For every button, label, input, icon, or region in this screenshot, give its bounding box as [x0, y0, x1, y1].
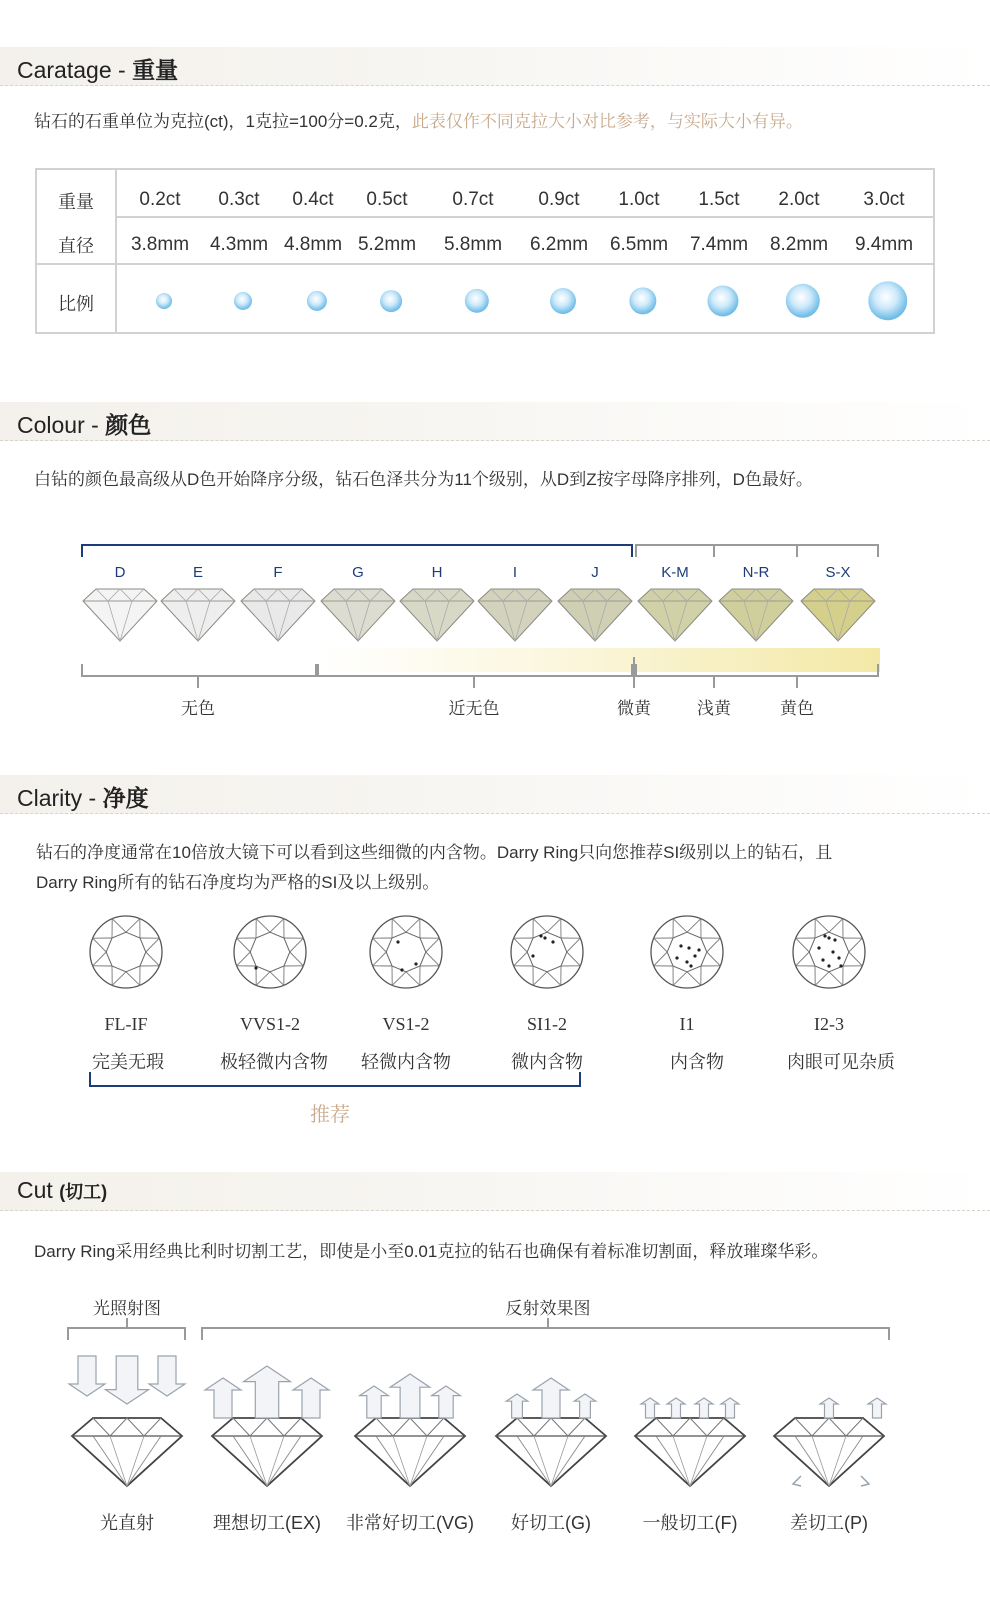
- diameter-cell: 4.8mm: [283, 234, 343, 255]
- light-arrow-icon: [868, 1398, 886, 1418]
- cut-group-reflect: 反射效果图: [505, 1299, 591, 1318]
- row-label-ratio: 比例: [58, 294, 94, 314]
- colour-grade-letter: G: [352, 564, 364, 581]
- recommend-label: 推荐: [310, 1104, 350, 1126]
- clarity-grade-desc: 微内含物: [511, 1052, 583, 1072]
- row-label-diameter: 直径: [58, 236, 94, 256]
- cut-title: Cut (切工): [17, 1177, 108, 1203]
- light-arrow-icon: [244, 1366, 291, 1418]
- light-arrow-icon: [506, 1394, 528, 1418]
- clarity-grade-name: I1: [679, 1014, 695, 1034]
- diameter-cell: 9.4mm: [854, 234, 914, 255]
- leak-arrow-icon: [861, 1476, 869, 1486]
- clarity-grade-desc: 肉眼可见杂质: [787, 1052, 895, 1072]
- weight-cell: 1.5ct: [698, 189, 740, 210]
- cut-description: Darry Ring采用经典比利时切割工艺，即使是小至0.01克拉的钻石也确保有着标准切割面，释放璀璨华彩。: [34, 1242, 829, 1261]
- clarity-description-line2: Darry Ring所有的钻石净度均为严格的SI及以上级别。: [36, 873, 440, 892]
- colour-grade-letter: S-X: [825, 564, 851, 581]
- diameter-cell: 5.2mm: [357, 234, 417, 255]
- clarity-grade-name: I2-3: [814, 1014, 844, 1034]
- caratage-description: 钻石的石重单位为克拉(ct)，1克拉=100分=0.2克，此表仅作不同克拉大小对比参考，与实际大小有异。: [34, 112, 803, 131]
- caratage-title: Caratage - 重量: [17, 57, 179, 83]
- cut-grade-label: 光直射: [100, 1513, 154, 1533]
- clarity-description-line1: 钻石的净度通常在10倍放大镜下可以看到这些细微的内含物。Darry Ring只向您推荐SI级别以上的钻石，且: [36, 843, 833, 862]
- colour-grade-letter: D: [114, 564, 126, 581]
- row-label-weight: 重量: [58, 192, 94, 212]
- clarity-grade-desc: 完美无瑕: [92, 1052, 164, 1072]
- cut-diamond-icon: [496, 1378, 606, 1486]
- clarity-grade-name: SI1-2: [527, 1014, 567, 1034]
- colour-grade-letter: E: [192, 564, 204, 581]
- diameter-cell: 5.8mm: [443, 234, 503, 255]
- cut-diamond-icon: [635, 1398, 745, 1486]
- light-arrow-icon: [293, 1378, 329, 1418]
- cut-diamond-icon: [69, 1356, 185, 1486]
- clarity-grade-desc: 极轻微内含物: [220, 1052, 328, 1072]
- light-arrow-icon: [149, 1356, 185, 1396]
- weight-cell: 3.0ct: [863, 189, 905, 210]
- light-arrow-icon: [105, 1356, 148, 1404]
- colour-grade-letter: H: [431, 564, 443, 581]
- colour-category-label: 近无色: [448, 699, 500, 718]
- cut-diamond-icon: [355, 1374, 465, 1486]
- light-arrow-icon: [721, 1398, 739, 1418]
- cut-diamond-icon: [774, 1398, 886, 1486]
- clarity-title: Clarity - 净度: [17, 785, 149, 811]
- light-arrow-icon: [69, 1356, 105, 1396]
- colour-grade-letter: I: [512, 564, 518, 581]
- light-arrow-icon: [205, 1378, 241, 1418]
- weight-cell: 0.3ct: [218, 189, 260, 210]
- diameter-cell: 4.3mm: [209, 234, 269, 255]
- weight-cell: 2.0ct: [778, 189, 820, 210]
- light-arrow-icon: [432, 1386, 461, 1418]
- cut-grade-label: 差切工(P): [790, 1513, 868, 1533]
- cut-grade-label: 一般切工(F): [642, 1513, 738, 1533]
- cut-group-light: 光照射图: [93, 1299, 161, 1318]
- leak-arrow-icon: [793, 1476, 801, 1486]
- light-arrow-icon: [667, 1398, 685, 1418]
- colour-category-label: 浅黄: [697, 699, 731, 718]
- colour-grade-letter: F: [273, 564, 283, 581]
- weight-cell: 0.4ct: [292, 189, 334, 210]
- light-arrow-icon: [574, 1394, 596, 1418]
- light-arrow-icon: [360, 1386, 389, 1418]
- weight-cell: 0.7ct: [452, 189, 494, 210]
- diameter-cell: 3.8mm: [130, 234, 190, 255]
- weight-cell: 0.5ct: [366, 189, 408, 210]
- diameter-cell: 7.4mm: [689, 234, 749, 255]
- colour-grade-letter: J: [591, 564, 599, 581]
- diameter-cell: 6.2mm: [529, 234, 589, 255]
- light-arrow-icon: [641, 1398, 659, 1418]
- clarity-grade-name: VS1-2: [382, 1014, 430, 1034]
- cut-grade-label: 非常好切工(VG): [346, 1513, 474, 1533]
- colour-grade-letter: K-M: [661, 564, 689, 581]
- clarity-grade-name: FL-IF: [104, 1014, 148, 1034]
- weight-cell: 1.0ct: [618, 189, 660, 210]
- light-arrow-icon: [820, 1398, 838, 1418]
- colour-grade-letter: N-R: [742, 564, 770, 581]
- cut-diamond-icon: [205, 1366, 329, 1486]
- light-arrow-icon: [533, 1378, 569, 1418]
- clarity-grade-name: VVS1-2: [239, 1014, 301, 1034]
- colour-description: 白钻的颜色最高级从D色开始降序分级，钻石色泽共分为11个级别，从D到Z按字母降序排列，D色最好。: [34, 470, 813, 489]
- colour-category-label: 黄色: [780, 699, 814, 718]
- colour-category-label: 无色: [181, 699, 215, 718]
- cut-grade-label: 理想切工(EX): [213, 1513, 321, 1533]
- clarity-grade-desc: 轻微内含物: [361, 1052, 451, 1072]
- cut-grade-label: 好切工(G): [511, 1513, 591, 1533]
- colour-title: Colour - 颜色: [17, 412, 152, 438]
- light-arrow-icon: [390, 1374, 430, 1418]
- light-arrow-icon: [695, 1398, 713, 1418]
- weight-cell: 0.2ct: [139, 189, 181, 210]
- diameter-cell: 8.2mm: [769, 234, 829, 255]
- weight-cell: 0.9ct: [538, 189, 580, 210]
- clarity-grade-desc: 内含物: [670, 1052, 724, 1072]
- colour-category-label: 微黄: [617, 699, 651, 718]
- diameter-cell: 6.5mm: [609, 234, 669, 255]
